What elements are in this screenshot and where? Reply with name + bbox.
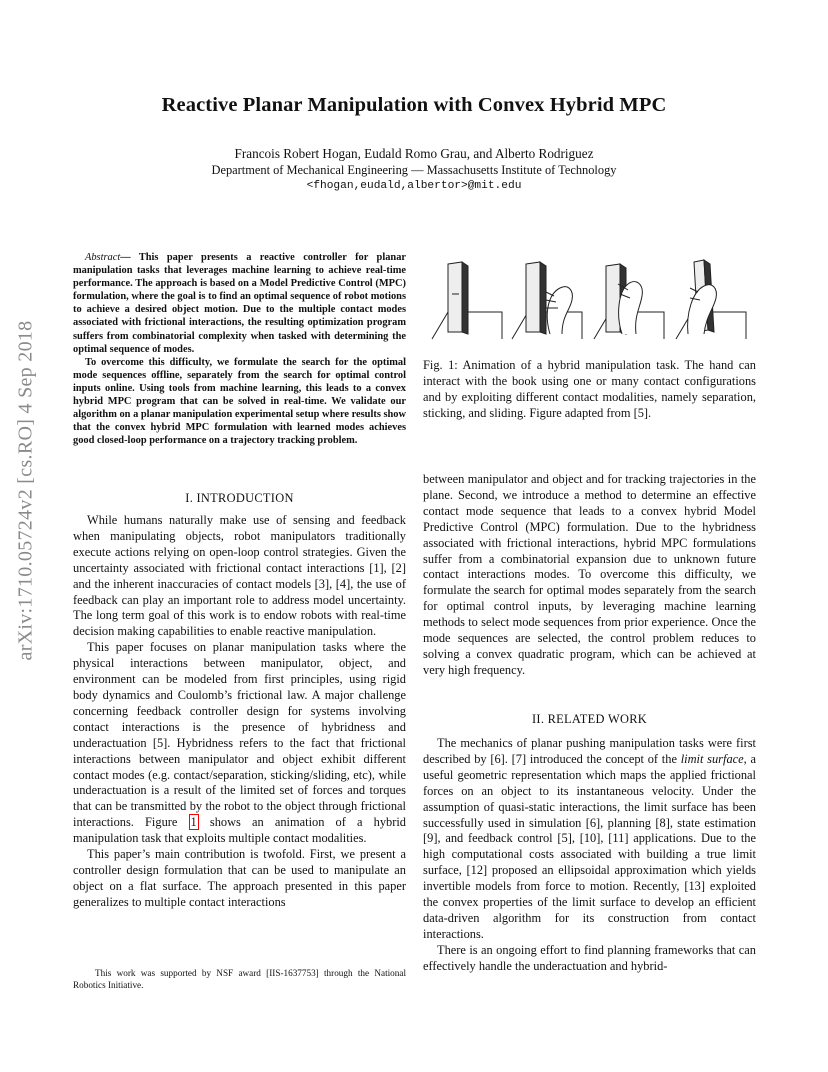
- arxiv-stamp-text: arXiv:1710.05724v2 [cs.RO] 4 Sep 2018: [14, 320, 37, 660]
- panel-3: [594, 264, 664, 339]
- related-paragraph-1-tail: , a useful geometric representation which maps the applied frictional forces on an object to its instantaneous velocity. Under the assumption of quasi-static interactions, the limit surface has been successfully used in simulation [6], planning [8], state estimation [9], and feedback control [5], [10], [11] applications. Due to the high computational costs associated with building a true limit surface, [12] proposed an ellipsoidal approximation which yields invertible models from force to motion. Recently, [13] exploited the convex properties of the limit surface to develop an efficient data-driven algorithm for its construction from contact interactions.: [423, 751, 757, 941]
- intro-paragraph-1: While humans naturally make use of sensing and feedback when manipulating objects, robot manipulators traditionally execute actions relying on open-loop control strategies. Given the uncertainty associated with frictional contact interactions [1], [2] and the inherent inaccuracies of contact models [3], [4], the use of feedback can play an important role to address model uncertainty. The long term goal of this work is to endow robots with real-time decision making capabilities to enable reactive manipulation.: [73, 513, 406, 639]
- introduction-left-column: [73, 513, 406, 911]
- panel-2: [512, 262, 582, 339]
- introduction-right-column: [423, 472, 756, 679]
- abstract: [73, 251, 406, 447]
- abstract-label: Abstract: [85, 252, 121, 263]
- related-paragraph-2: There is an ongoing effort to find planning frameworks that can effectively handle the underactuation and hybrid-: [423, 942, 756, 973]
- figure-1-caption: Fig. 1: Animation of a hybrid manipulation task. The hand can interact with the book using one or many contact configurations and by exploiting different contact modalities, namely separation, sticking, and sliding. Figure adapted from [5].: [423, 358, 756, 420]
- abstract-paragraph-2: To overcome this difficulty, we formulate the search for the optimal mode sequences offline, separately from the search for optimal control inputs online. Using tools from machine learning, this leads to a convex hybrid MPC program that can be solved in real-time. We validate our algorithm on a planar manipulation experimental setup where results show that the convex hybrid MPC formulation with learned modes achieves good closed-loop performance on a trajectory tracking problem.: [73, 356, 406, 447]
- paper-title: Reactive Planar Manipulation with Convex Hybrid MPC: [161, 94, 667, 116]
- paper-authors: Francois Robert Hogan, Eudald Romo Grau, and Alberto Rodriguez: [234, 146, 594, 161]
- section-heading-introduction: I. INTRODUCTION: [185, 491, 294, 505]
- paper-affiliation: Department of Mechanical Engineering — Massachusetts Institute of Technology: [211, 163, 617, 177]
- figure-1-link[interactable]: 1: [190, 815, 197, 830]
- panel-4: [676, 260, 746, 339]
- related-paragraph-1-emphasis: limit surface: [680, 751, 744, 766]
- related-paragraph-1-text: The mechanics of planar pushing manipulation tasks were first described by [6]. [7] introduced the concept of the: [423, 736, 756, 766]
- intro-paragraph-3-continued: between manipulator and object and for tracking trajectories in the plane. Second, we introduce a method to determine an effective contact mode sequence that leads to a convex hybrid Model Predictive Control (MPC) formulation. Due to the hybridness associated with frictional interactions, hybrid MPC formulations suffer from a combinatorial expansion due to unknown future contact interactions modes. To overcome this difficulty, we formulate the search for optimal modes separately from the search for optimal control inputs, by leveraging machine learning methods to select mode sequences from prior experience. Once the mode sequences are selected, the control problem reduces to solving a convex quadratic program, which can be achieved at very high frequency.: [423, 472, 756, 677]
- intro-paragraph-2-text: This paper focuses on planar manipulation tasks where the physical interactions between manipulator, object, and environment can be modeled from first principles, using rigid body dynamics and Coulomb’s frictional law. A major challenge concerning feedback controller design for systems involving contact interactions is the presence of hybridness and underactuation [5]. Hybridness refers to the fact that frictional interactions between manipulator and object exhibit different contact modes (e.g. contact/separation, sticking/sliding, etc), while underactuation is a result of the limited set of forces and torques that can be transmitted by the robot to the object through frictional interactions. Figure: [73, 640, 406, 830]
- intro-paragraph-2-tail: shows an animation of a hybrid manipulation task that exploits multiple contact modalities.: [73, 815, 406, 846]
- figure-1-drawing: [430, 244, 756, 344]
- intro-paragraph-2: [73, 640, 406, 847]
- arxiv-stamp: [8, 290, 44, 690]
- intro-paragraph-3: This paper’s main contribution is twofold. First, we present a controller design formulation that can be used to manipulate an object on a flat surface. The approach presented in this paper generalizes to multiple contact interactions: [73, 847, 406, 909]
- abstract-paragraph-1: — This paper presents a reactive controller for planar manipulation tasks that leverages machine learning to achieve real-time performance. The approach is based on a Model Predictive Control (MPC) formulation, where the goal is to find an optimal sequence of robot motions to achieve a desired object motion. Due to the multiple contact modes associated with frictional interactions, the resulting optimization program suffers from combinatorial complexity when tasked with determining the optimal sequence of modes.: [73, 252, 406, 355]
- section-heading-related-work: II. RELATED WORK: [531, 712, 648, 726]
- figure-1-illustration: [430, 244, 756, 344]
- panel-1: [432, 262, 502, 339]
- related-work-column: [423, 736, 756, 975]
- footnote-text: This work was supported by NSF award [IIS-1637753] through the National Robotics Initiative.: [73, 968, 406, 990]
- footnote: [73, 968, 406, 991]
- paper-email: <fhogan,eudald,albertor>@mit.edu: [306, 180, 522, 192]
- related-paragraph-1: [423, 736, 756, 943]
